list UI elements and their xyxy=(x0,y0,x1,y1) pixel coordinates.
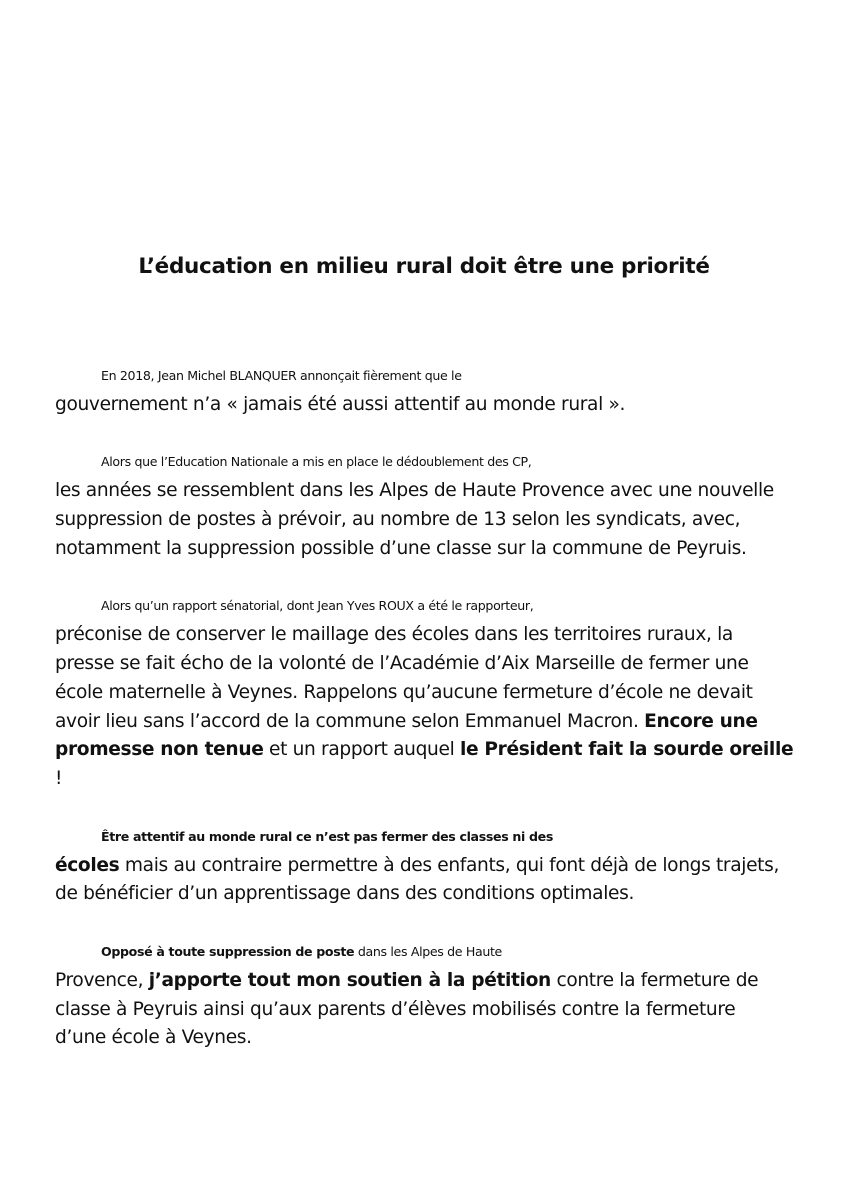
text-line xyxy=(55,535,805,564)
bold-text: promesse non tenue xyxy=(55,739,264,761)
text-segment: les années se ressemblent dans les Alpes de Haute Provence avec une nouvelle xyxy=(55,480,774,502)
text-segment: notamment la suppression possible d’une classe sur la commune de Peyruis. xyxy=(55,537,747,559)
paragraph-5 xyxy=(55,938,805,1053)
text-segment: suppression de postes à prévoir, au nombre de 13 selon les syndicats, avec, xyxy=(55,508,741,530)
text-line xyxy=(55,967,805,996)
text-line xyxy=(55,765,805,794)
text-line xyxy=(55,477,805,506)
text-line xyxy=(55,708,805,737)
text-line xyxy=(55,650,805,679)
bold-text: écoles xyxy=(55,854,120,876)
text-line xyxy=(55,1024,805,1053)
text-segment: mais au contraire permettre à des enfants, qui font déjà de longs trajets, xyxy=(119,854,779,876)
text-line xyxy=(55,621,805,650)
text-line xyxy=(55,880,805,909)
paragraph-2 xyxy=(55,448,805,563)
text-segment: de bénéficier d’un apprentissage dans des conditions optimales. xyxy=(55,883,635,905)
text-line xyxy=(55,736,805,765)
paragraph-4 xyxy=(55,823,805,909)
text-line xyxy=(55,996,805,1025)
document-body xyxy=(55,362,805,1082)
text-segment: classe à Peyruis ainsi qu’aux parents d’élèves mobilisés contre la fermeture xyxy=(55,998,736,1020)
text-segment: avoir lieu sans l’accord de la commune selon Emmanuel Macron. xyxy=(55,710,645,732)
text-line xyxy=(55,938,805,967)
text-segment: gouvernement n’a « jamais été aussi attentif au monde rural ». xyxy=(55,393,626,415)
text-segment: dans les Alpes de Haute xyxy=(354,943,502,959)
paragraph-1 xyxy=(55,362,805,420)
paragraph-3 xyxy=(55,592,805,794)
bold-text: Être attentif au monde rural ce n’est pas fermer des classes ni des xyxy=(101,828,553,844)
text-segment: ! xyxy=(55,768,63,790)
text-segment: presse se fait écho de la volonté de l’Académie d’Aix Marseille de fermer une xyxy=(55,652,749,674)
text-line xyxy=(55,592,805,621)
text-line xyxy=(55,448,805,477)
text-line xyxy=(55,362,805,391)
text-segment: Alors que l’Education Nationale a mis en place le dédoublement des CP, xyxy=(101,454,532,470)
text-segment: Alors qu’un rapport sénatorial, dont Jean Yves ROUX a été le rapporteur, xyxy=(101,598,534,614)
text-segment: d’une école à Veynes. xyxy=(55,1027,252,1049)
text-segment: école maternelle à Veynes. Rappelons qu’aucune fermeture d’école ne devait xyxy=(55,681,753,703)
page-title: L’éducation en milieu rural doit être une priorité xyxy=(138,254,710,279)
text-segment: préconise de conserver le maillage des écoles dans les territoires ruraux, la xyxy=(55,624,733,646)
bold-text: le Président fait la sourde oreille xyxy=(459,739,794,761)
text-line xyxy=(55,852,805,881)
text-line xyxy=(55,506,805,535)
text-line xyxy=(55,823,805,852)
text-segment: Provence, xyxy=(55,969,149,991)
text-segment: En 2018, Jean Michel BLANQUER annonçait fièrement que le xyxy=(101,368,462,383)
bold-text: Encore une xyxy=(644,710,758,732)
text-line xyxy=(55,391,805,420)
text-segment: contre la fermeture de xyxy=(550,969,759,991)
bold-text: j’apporte tout mon soutien à la pétition xyxy=(148,969,551,991)
text-segment: et un rapport auquel xyxy=(263,739,460,761)
bold-text: Opposé à toute suppression de poste xyxy=(101,943,355,959)
text-line xyxy=(55,679,805,708)
